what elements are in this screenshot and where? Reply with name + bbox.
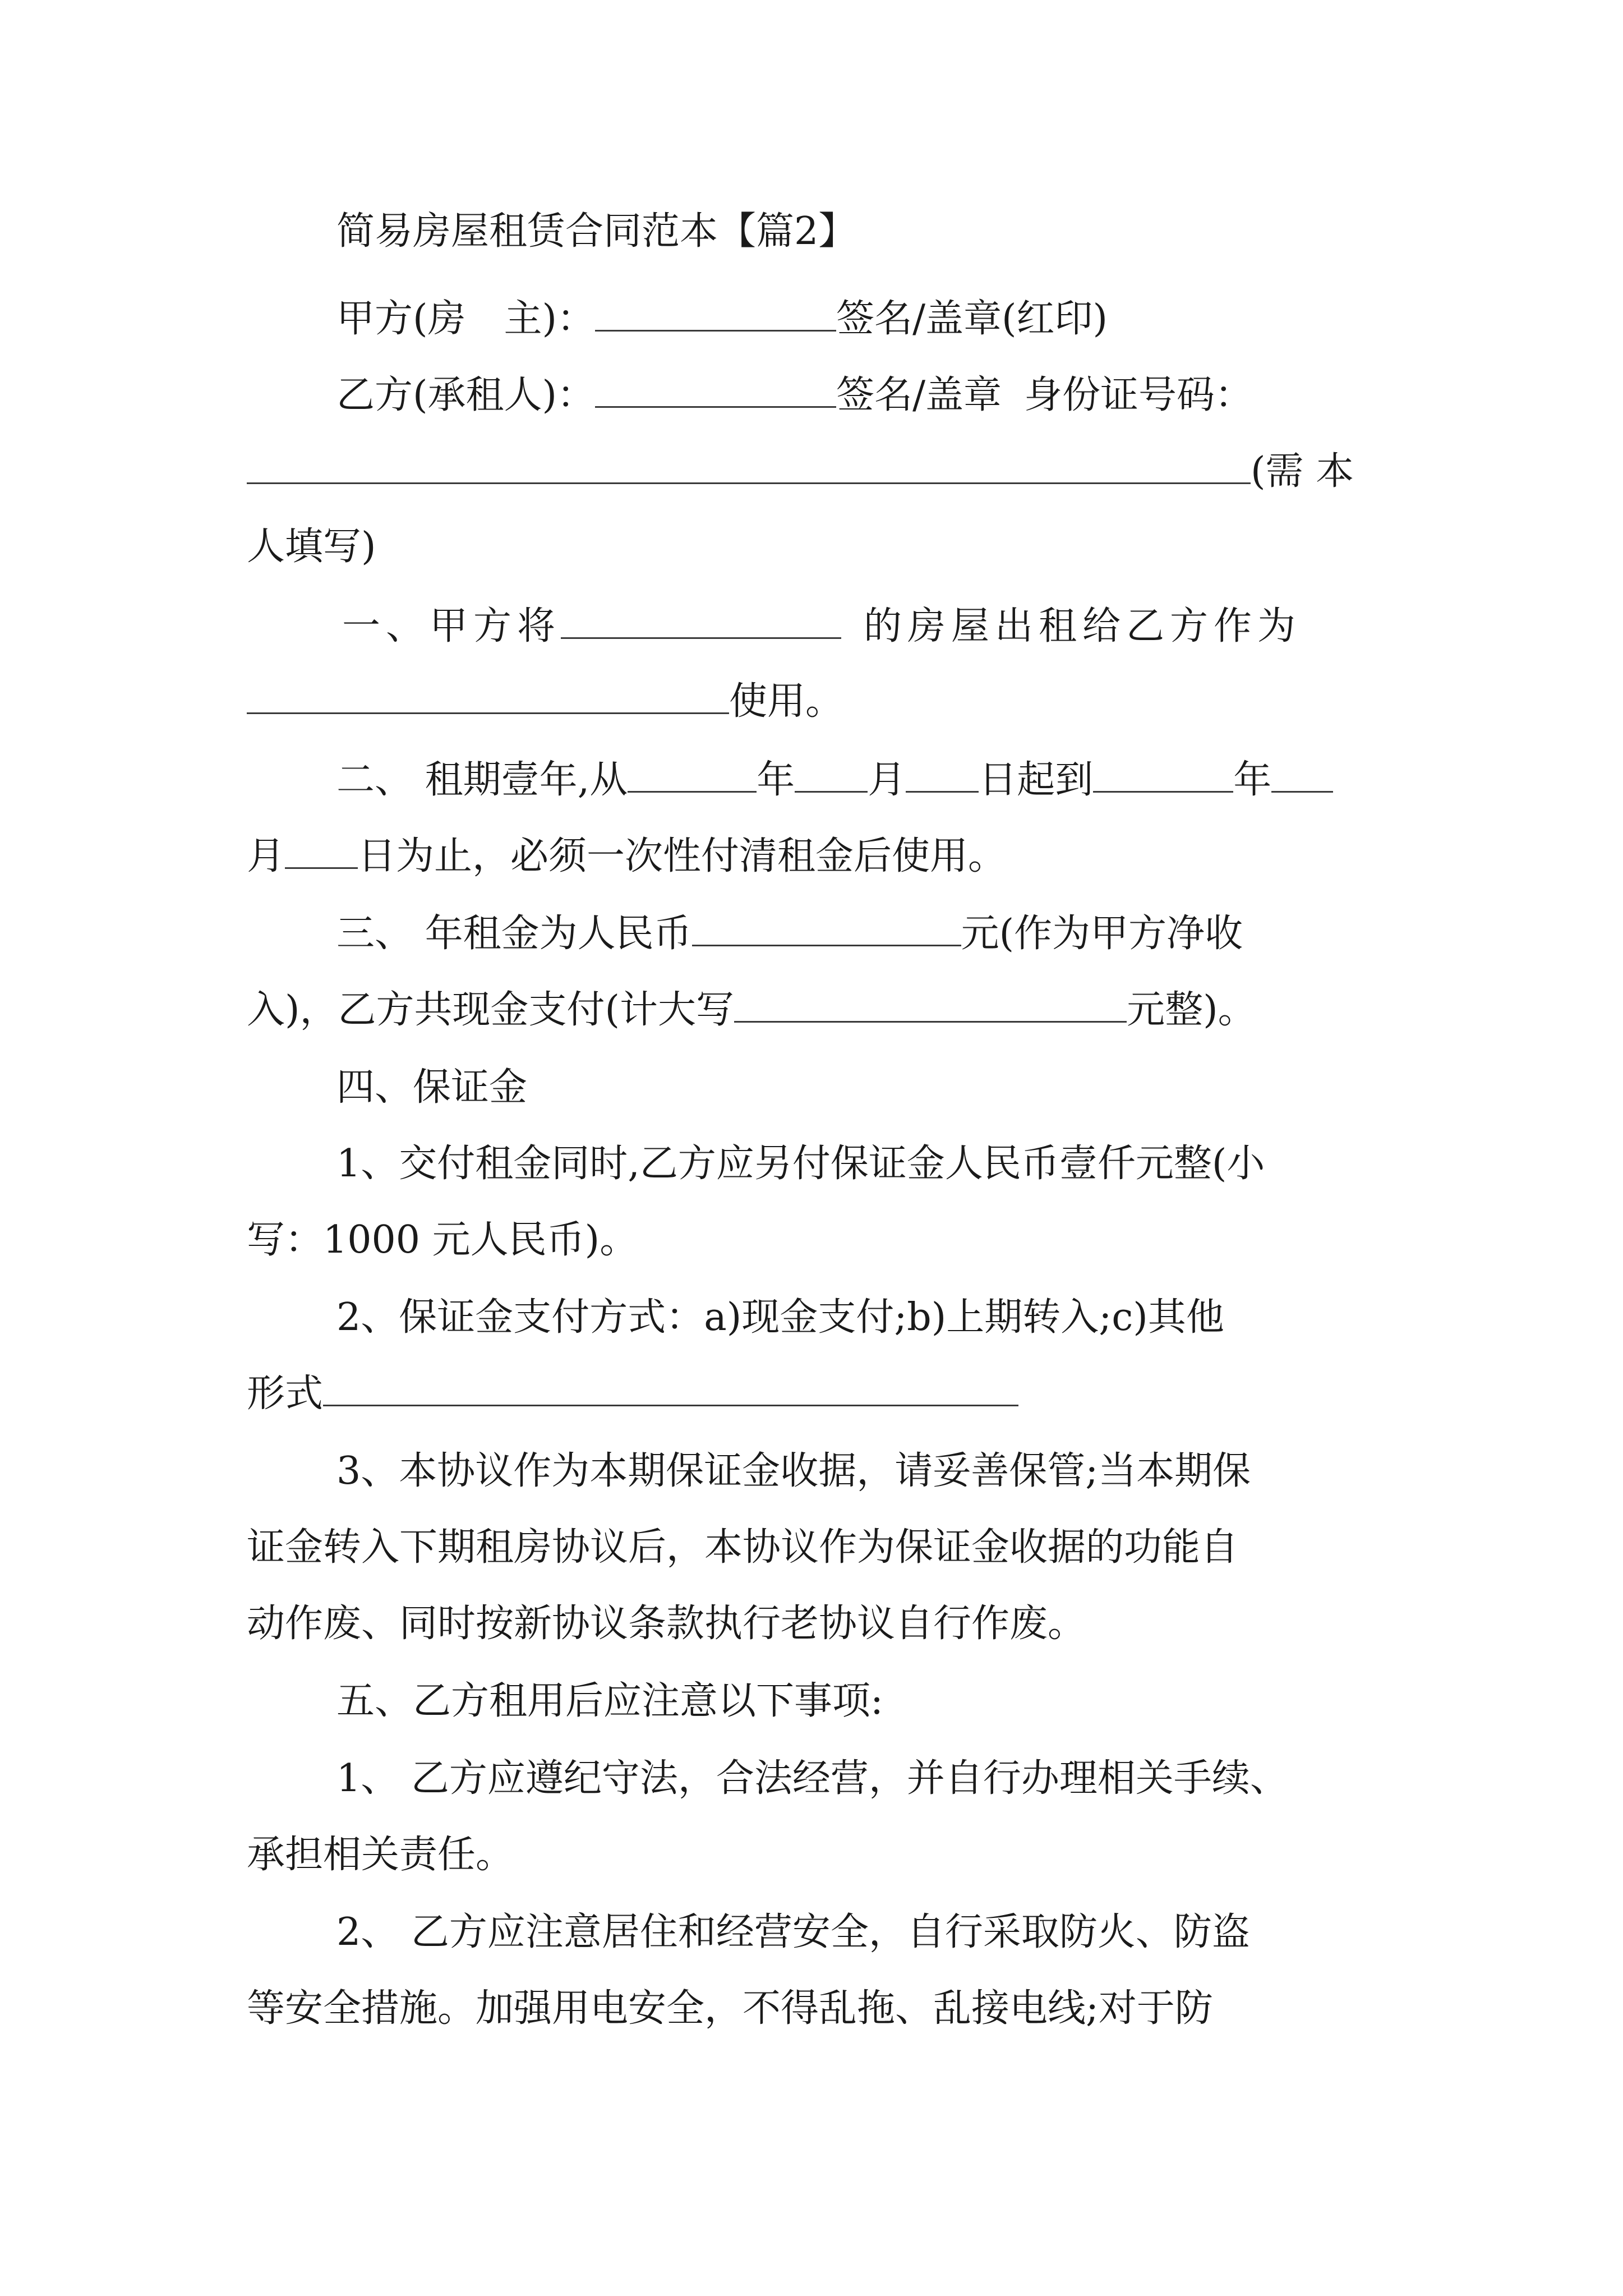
clause4-other-form-blank — [323, 1371, 1018, 1406]
clause2-year-label: 年 — [757, 758, 795, 802]
clause4-item1-line1: 1、交付租金同时,乙方应另付保证金人民币壹仟元整(小 — [336, 1142, 1265, 1186]
clause4-item1-line2: 写：1000 元人民币)。 — [247, 1218, 638, 1262]
party-b-label: 乙方(承租人)： — [336, 373, 596, 417]
clause5-item2-line1: 2、 乙方应注意居住和经营安全，自行采取防火、防盗 — [336, 1910, 1250, 1954]
clause1-line1 — [342, 601, 1301, 652]
clause1-text-a: 一、甲方将 — [342, 604, 561, 648]
clause5-item2-line2: 等安全措施。加强用电安全，不得乱拖、乱接电线;对于防 — [247, 1986, 1213, 2031]
party-b-line — [336, 370, 1253, 421]
party-b-id-blank — [247, 449, 1251, 484]
clause3-amount-words-blank — [734, 987, 1127, 1023]
party-b-id-label: 身份证号码： — [1023, 373, 1253, 417]
clause3-rent-blank — [692, 911, 961, 946]
clause4-item3-line2: 证金转入下期租房协议后，本协议作为保证金收据的功能自 — [247, 1525, 1239, 1570]
clause4-item2-text-b: 形式 — [247, 1372, 324, 1416]
clause2-end-day-blank — [285, 834, 358, 869]
clause2-end-year-label: 年 — [1233, 758, 1272, 802]
party-a-label: 甲方(房 主)： — [336, 297, 596, 341]
party-a-line — [336, 294, 1108, 344]
clause2-end-month-label: 月 — [247, 834, 285, 878]
clause1-address-blank — [561, 604, 841, 639]
clause4-item3-line3: 动作废、同时按新协议条款执行老协议自行作废。 — [247, 1602, 1086, 1646]
clause2-end-year-blank — [1093, 757, 1233, 793]
clause5-heading: 五、乙方租用后应注意以下事项: — [336, 1679, 883, 1723]
clause2-line1 — [336, 755, 1333, 806]
clause2-text-end: 日为止，必须一次性付清租金后使用。 — [358, 834, 1007, 878]
party-b-id-line — [247, 447, 1354, 497]
party-a-name-blank — [595, 296, 836, 332]
clause2-month-label: 月 — [868, 758, 906, 802]
clause3-line2 — [247, 985, 1256, 1036]
party-b-note-a: (需 本 — [1251, 449, 1354, 494]
clause2-start-day-blank — [906, 757, 979, 793]
clause1-usage-blank — [247, 679, 729, 714]
clause2-text-a: 二、 租期壹年,从 — [336, 758, 628, 802]
party-b-name-blank — [595, 372, 836, 408]
clause5-item1-line1: 1、 乙方应遵纪守法，合法经营，并自行办理相关手续、 — [336, 1756, 1288, 1801]
clause5-item1-line2: 承担相关责任。 — [247, 1833, 514, 1877]
clause2-day-from-label: 日起到 — [979, 758, 1094, 802]
clause2-end-month-blank-a — [1271, 757, 1333, 793]
clause3-line1 — [336, 909, 1243, 959]
clause4-item2-line1: 2、保证金支付方式：a)现金支付;b)上期转入;c)其他 — [336, 1295, 1224, 1340]
clause4-item2-line2 — [247, 1369, 1018, 1419]
clause2-start-month-blank — [795, 757, 868, 793]
clause4-item3-line1: 3、本协议作为本期保证金收据，请妥善保管;当本期保 — [336, 1449, 1251, 1493]
clause1-line2 — [247, 677, 843, 727]
clause1-text-c: 使用。 — [729, 679, 844, 724]
clause1-text-b: 的房屋出租给乙方作为 — [864, 604, 1302, 648]
clause3-text-b: 元(作为甲方净收 — [961, 912, 1243, 956]
party-b-sign-label: 签名/盖章 — [836, 373, 1002, 417]
party-b-note-b: 人填写) — [247, 524, 376, 569]
clause3-text-c: 入)，乙方共现金支付(计大写 — [247, 988, 735, 1032]
clause3-text-d: 元整)。 — [1127, 988, 1256, 1032]
clause3-text-a: 三、 年租金为人民币 — [336, 912, 692, 956]
clause4-heading: 四、保证金 — [336, 1065, 528, 1110]
clause2-start-year-blank — [628, 757, 757, 793]
party-a-sign-label: 签名/盖章(红印) — [836, 297, 1108, 341]
document-title: 简易房屋租赁合同范本【篇2】 — [336, 209, 857, 254]
clause2-line2 — [247, 831, 1006, 882]
